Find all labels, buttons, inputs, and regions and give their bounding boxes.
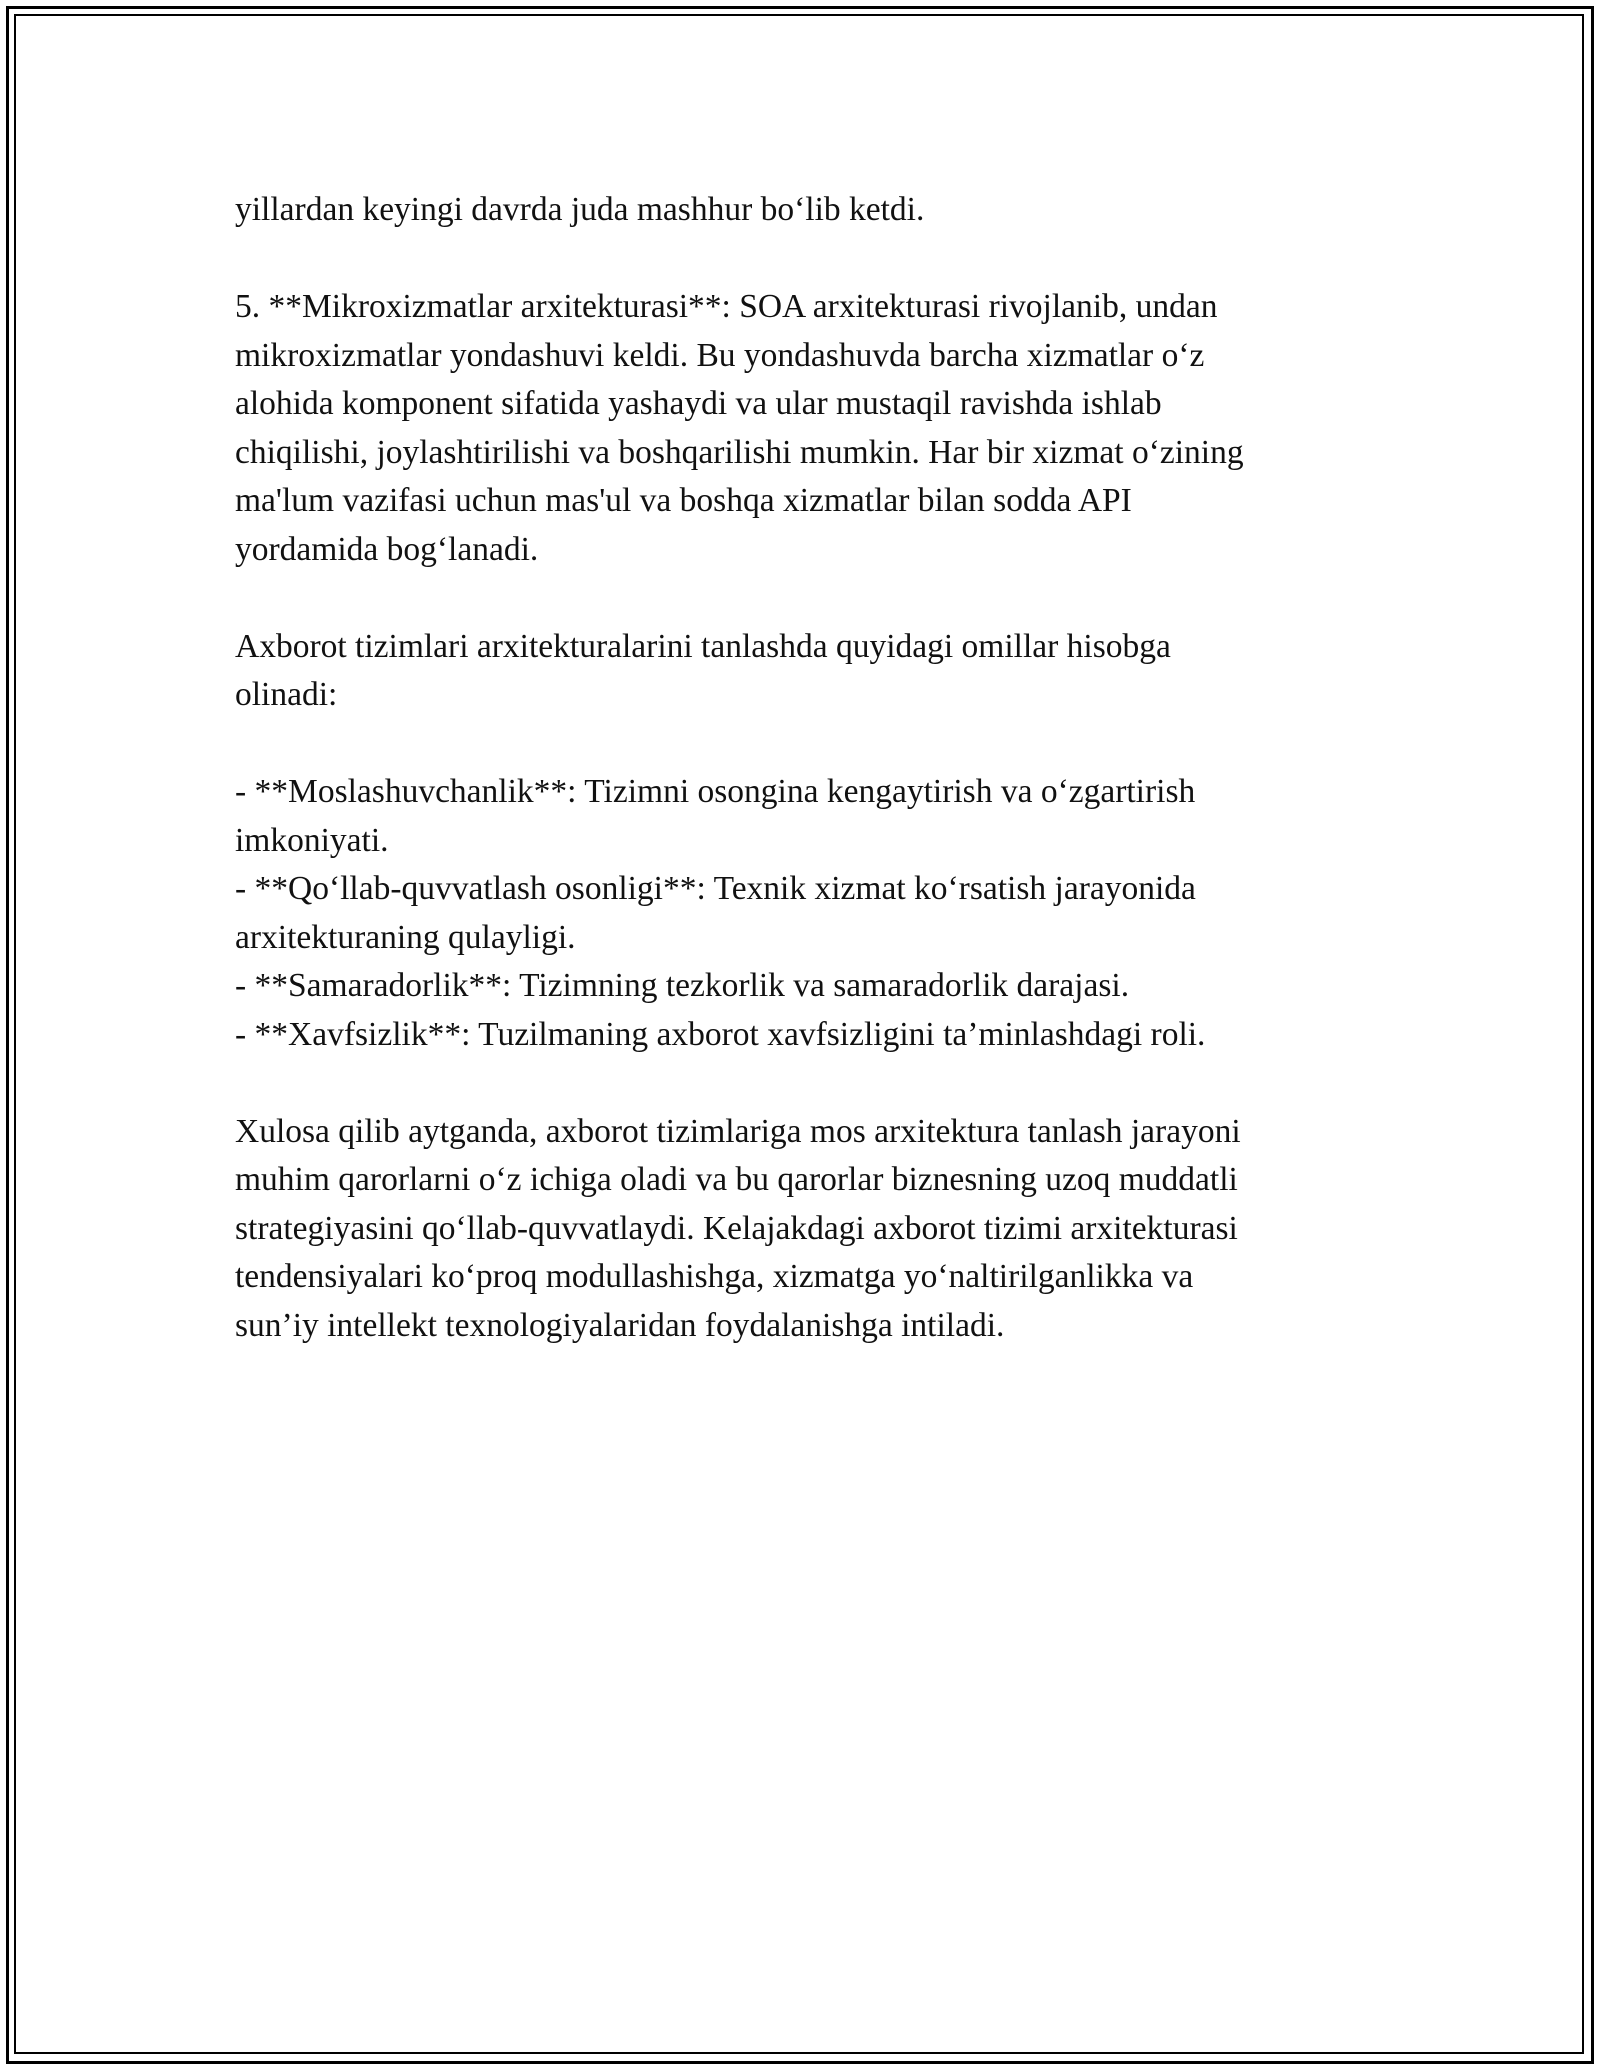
paragraph-gap <box>235 720 1365 769</box>
paragraph-selection-factors-intro: Axborot tizimlari arxitekturalarini tanlashda quyidagi omillar hisobga olinadi: <box>235 627 1171 713</box>
factors-list: - **Moslashuvchanlik**: Tizimni osongina kengaytirish va o‘zgartirish imkoniyati. - **Qo‘llab-quvvatlash osonligi**: Texnik xizmat ko‘rsatish jarayonida arxitekturaning qulayligi. - **Samaradorlik**: Tizimning tezkorlik va samaradorlik darajasi. - **Xavfsizlik**: Tuzilmaning axborot xavfsizligini ta’minlashdagi roli. <box>235 773 1206 1053</box>
paragraph-gap <box>235 1059 1365 1108</box>
paragraph-gap <box>235 574 1365 623</box>
paragraph-continuation: yillardan keyingi davrda juda mashhur bo‘lib ketdi. <box>235 191 925 228</box>
paragraph-microservices: 5. **Mikroxizmatlar arxitekturasi**: SOA arxitekturasi rivojlanib, undan mikroxizmatlar yondashuvi keldi. Bu yondashuvda barcha xizmatlar o‘z alohida komponent sifatida yashaydi va ular mustaqil ravishda ishlab chiqilishi, joylashtirilishi va boshqarilishi mumkin. Har bir xizmat o‘zining ma'lum vazifasi uchun mas'ul va boshqa xizmatlar bilan sodda API yordamida bog‘lanadi. <box>235 288 1244 568</box>
paragraph-conclusion: Xulosa qilib aytganda, axborot tizimlariga mos arxitektura tanlash jarayoni muhim qarorlarni o‘z ichiga oladi va bu qarorlar biznesning uzoq muddatli strategiyasini qo‘llab-quvvatlaydi. Kelajakdagi axborot tizimi arxitekturasi tendensiyalari ko‘proq modullashishga, xizmatga yo‘naltirilganlikka va sun’iy intellekt texnologiyalaridan foydalanishga intiladi. <box>235 1112 1241 1344</box>
paragraph-gap <box>235 235 1365 284</box>
document-body <box>235 186 1365 1350</box>
